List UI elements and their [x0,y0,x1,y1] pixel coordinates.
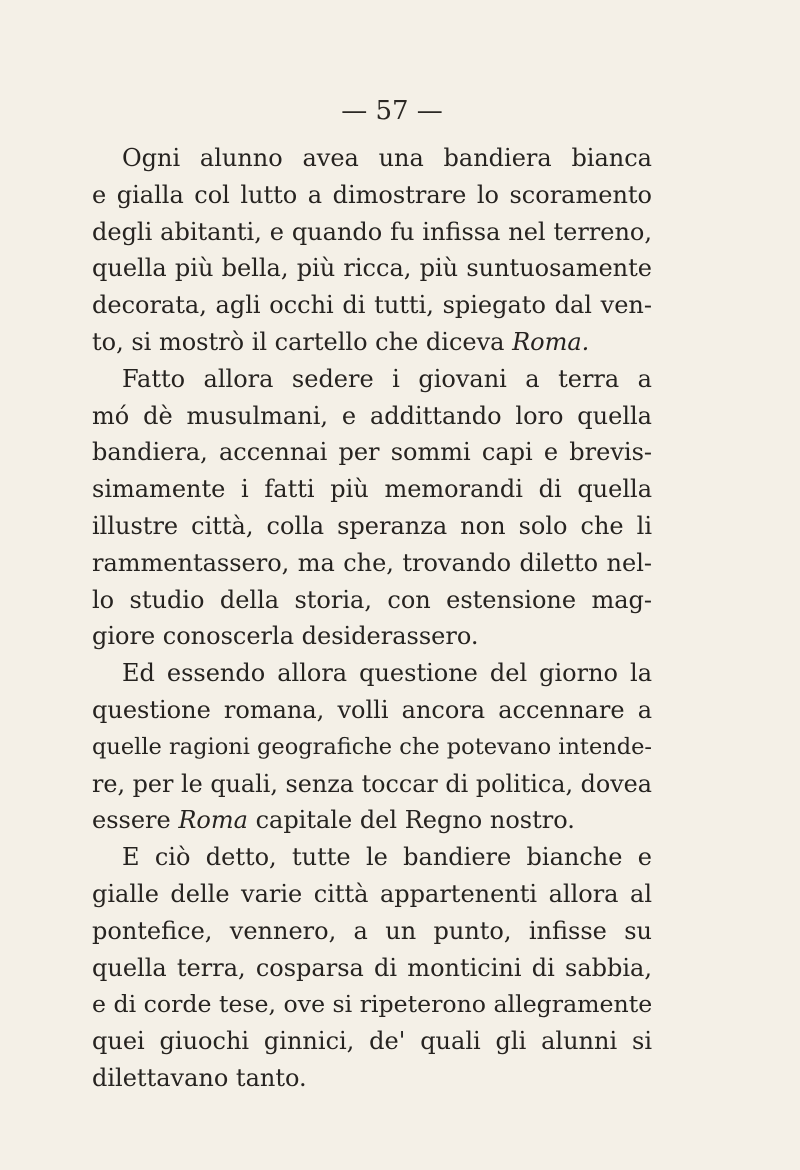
italic-text-run: Roma. [512,327,590,356]
text-run: questione romana, volli ancora accennare a [92,695,652,724]
text-run: quelle ragioni geografiche che potevano intende- [92,733,652,760]
text-line [92,1023,652,1060]
text-run: capitale del Regno nostro. [247,806,575,835]
text-line [92,582,652,619]
text-line [92,802,652,839]
text-run: quella più bella, più ricca, più suntuosamente [92,254,652,283]
text-run: rammentassero, ma che, trovando diletto nel- [92,548,652,577]
text-line [92,655,652,692]
text-run: mó dè musulmani, e addittando loro quella [92,401,652,430]
text-line [92,214,652,251]
text-run: decorata, agli occhi di tutti, spiegato dal ven- [92,291,652,320]
text-line [92,729,652,766]
text-line [92,471,652,508]
text-run: e di corde tese, ove si ripeterono allegramente [92,990,653,1019]
text-run: Fatto allora sedere i giovani a terra a [122,364,652,393]
text-run: Ogni alunno avea una bandiera bianca [122,144,652,172]
text-line [92,545,652,582]
italic-text-run: Roma [178,806,248,835]
text-line [92,140,652,177]
text-line [92,839,652,876]
text-run: degli abitanti, e quando fu infissa nel terreno, [92,217,652,246]
text-line [92,618,652,655]
body-text [92,140,652,1097]
text-run: illustre città, colla speranza non solo che li [92,511,652,540]
text-line [92,250,652,287]
text-line [92,508,652,545]
text-run: E ciò detto, tutte le bandiere bianche e [122,843,652,872]
text-line [92,398,652,435]
text-line [92,434,652,471]
text-line [92,361,652,398]
text-line [92,913,652,950]
text-run: simamente i fatti più memorandi di quella [92,475,652,504]
text-line [92,324,652,361]
text-run: quella terra, cosparsa di monticini di sabbia, [92,953,652,982]
text-run: gialle delle varie città appartenenti allora al [92,879,652,908]
text-run: essere [92,806,179,835]
text-line [92,986,652,1023]
text-line [92,287,652,324]
text-line [92,766,652,803]
text-run: dilettavano tanto. [92,1063,307,1092]
text-run: lo studio della storia, con estensione mag- [92,585,652,614]
text-line [92,876,652,913]
text-line [92,692,652,729]
text-line [92,177,652,214]
text-run: re, per le quali, senza toccar di politica, dovea [92,769,652,798]
text-run: giore conoscerla desiderassero. [92,622,479,651]
page-number: — 57 — [341,96,443,126]
text-line [92,1060,652,1097]
text-run: quei giuochi ginnici, de' quali gli alunni si [92,1027,652,1056]
text-run: to, si mostrò il cartello che diceva [92,327,513,356]
text-run: bandiera, accennai per sommi capi e brevis- [92,438,652,467]
text-run: e gialla col lutto a dimostrare lo scoramento [92,180,652,209]
text-run: pontefice, vennero, a un punto, infisse su [92,916,652,945]
text-run: Ed essendo allora questione del giorno la [122,659,652,688]
text-line [92,950,652,987]
